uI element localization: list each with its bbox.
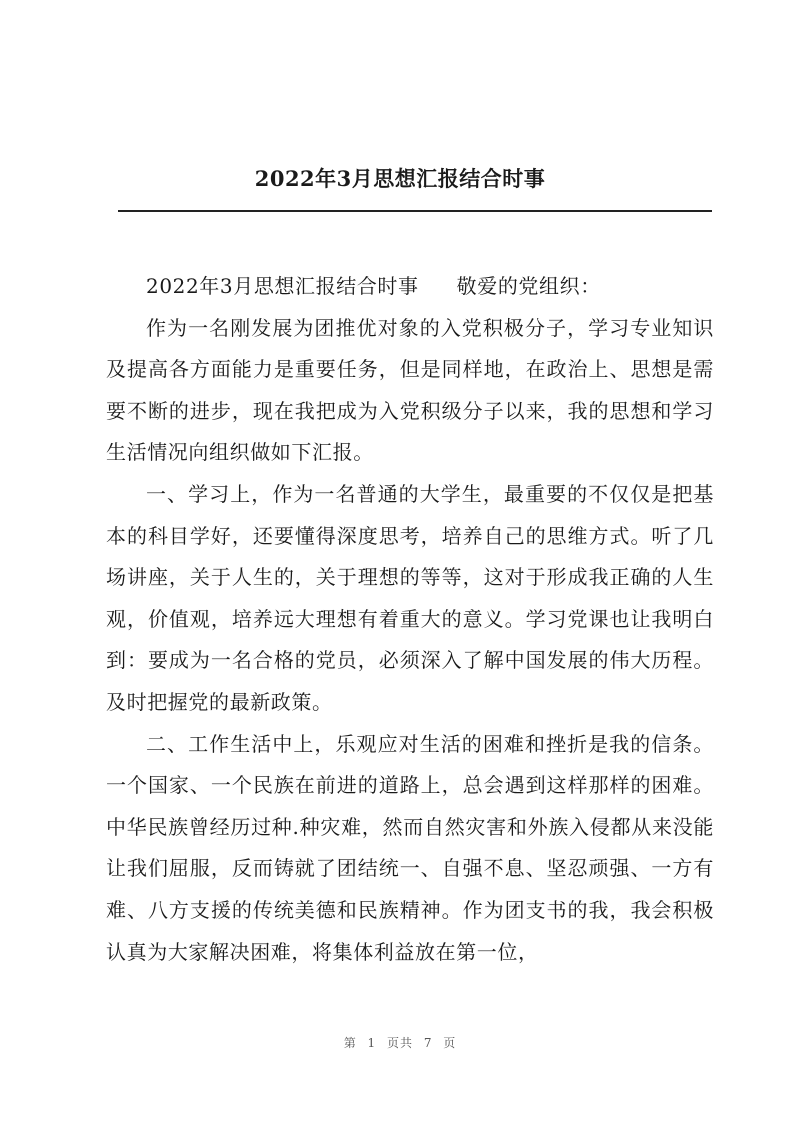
document-body [106,266,714,973]
paragraph-work-life: 二、工作生活中上，乐观应对生活的困难和挫折是我的信条。一个国家、一个民族在前进的道路上，总会遇到这样那样的困难。中华民族曾经历过种.种灾难，然而自然灾害和外族入侵都从来没能让我们屈服，反而铸就了团结统一、自强不息、坚忍顽强、一方有难、八方支援的传统美德和民族精神。作为团支书的我，我会积极认真为大家解决困难，将集体利益放在第一位， [106,731,714,964]
salutation-heading: 2022年3月思想汇报结合时事 [146,274,419,298]
page-number-footer: 第 1 页共 7 页 [343,1036,457,1050]
title-underline [118,210,712,212]
document-title: 2022年3月思想汇报结合时事 [254,166,546,191]
paragraph-salutation [106,266,714,308]
salutation-text: 敬爱的党组织： [456,274,601,298]
paragraph-intro: 作为一名刚发展为团推优对象的入党积极分子，学习专业知识及提高各方面能力是重要任务，但是同样地，在政治上、思想是需要不断的进步，现在我把成为入党积级分子以来，我的思想和学习生活情况向组织做如下汇报。 [106,315,714,465]
paragraph-study: 一、学习上，作为一名普通的大学生，最重要的不仅仅是把基本的科目学好，还要懂得深度思考，培养自己的思维方式。听了几场讲座，关于人生的，关于理想的等等，这对于形成我正确的人生观，价值观，培养远大理想有着重大的意义。学习党课也让我明白到：要成为一名合格的党员，必须深入了解中国发展的伟大历程。及时把握党的最新政策。 [106,481,714,714]
